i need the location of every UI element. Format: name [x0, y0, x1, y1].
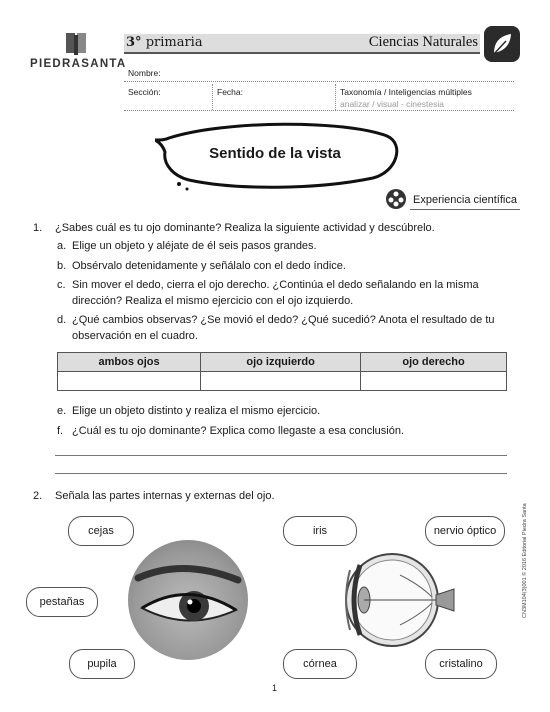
label-pupila[interactable]: pupila [69, 649, 135, 679]
answer-line[interactable] [55, 473, 507, 474]
publisher-logo [30, 30, 130, 75]
q1-c-letter: c. [57, 279, 66, 291]
table-row [58, 372, 507, 391]
table-cell[interactable] [58, 372, 201, 391]
observation-table [57, 352, 507, 391]
page-number: 1 [272, 683, 278, 693]
eye-photo [128, 540, 248, 660]
label-cristalino[interactable]: cristalino [425, 649, 497, 679]
table-cell[interactable] [361, 372, 507, 391]
book-icon [66, 33, 86, 55]
table-cell[interactable] [201, 372, 361, 391]
q1-d-text-2: observación en el cuadro. [72, 330, 198, 342]
q1-number: 1. [33, 222, 43, 234]
copyright-note: CN3M104(3)001 © 2016 Editorial Piedra Santa [522, 503, 528, 618]
form-divider [335, 84, 336, 110]
grade-label: 3° primaria [126, 35, 203, 50]
q1-b-text: Obsérvalo detenidamente y señálalo con el dedo índice. [72, 260, 346, 272]
q1-c-text-1: Sin mover el dedo, cierra el ojo derecho. ¿Continúa el dedo señalando en la misma [72, 279, 479, 291]
label-cornea[interactable]: córnea [283, 649, 357, 679]
fecha-label: Fecha: [217, 87, 243, 97]
eye-anatomy-diagram [320, 545, 455, 655]
taxonomy-label: Taxonomía / Inteligencias múltiples [340, 87, 472, 97]
table-header: ojo derecho [361, 353, 507, 372]
q1-a-letter: a. [57, 240, 67, 252]
subject-title: Ciencias Naturales [368, 34, 478, 50]
nombre-line[interactable] [124, 81, 514, 82]
logo-text: PIEDRASANTA [30, 58, 127, 70]
q1-f-text: ¿Cuál es tu ojo dominante? Explica como llegaste a esa conclusión. [72, 425, 405, 437]
nombre-label: Nombre: [128, 68, 161, 78]
leaf-icon [484, 26, 520, 62]
molecule-icon [385, 188, 407, 210]
experience-underline [410, 209, 520, 210]
q1-c-text-2: dirección? Realiza el mismo ejercicio con el ojo izquierdo. [72, 295, 354, 307]
q1-text: ¿Sabes cuál es tu ojo dominante? Realiza la siguiente actividad y descúbrelo. [55, 222, 435, 234]
label-cejas[interactable]: cejas [68, 516, 134, 546]
taxonomy-detail: analizar / visual - cinestesia [340, 99, 444, 109]
seccion-label: Sección: [128, 87, 161, 97]
page-title: Sentido de la vista [209, 145, 341, 162]
table-header: ojo izquierdo [201, 353, 361, 372]
q1-e-text: Elige un objeto distinto y realiza el mismo ejercicio. [72, 405, 321, 417]
q2-number: 2. [33, 490, 43, 502]
q1-d-text-1: ¿Qué cambios observas? ¿Se movió el dedo? ¿Qué sucedió? Anota el resultado de tu [72, 314, 495, 326]
q1-d-letter: d. [57, 314, 67, 326]
form-divider [212, 84, 213, 110]
table-header: ambos ojos [58, 353, 201, 372]
experience-label: Experiencia científica [413, 194, 517, 206]
q1-b-letter: b. [57, 260, 67, 272]
q1-a-text: Elige un objeto y aléjate de él seis pasos grandes. [72, 240, 317, 252]
form-bottom-line [124, 110, 514, 111]
label-pestanas[interactable]: pestañas [26, 587, 98, 617]
answer-line[interactable] [55, 455, 507, 456]
label-nervio-optico[interactable]: nervio óptico [425, 516, 505, 546]
table-header-row [58, 353, 507, 372]
q2-text: Señala las partes internas y externas del ojo. [55, 490, 275, 502]
q1-e-letter: e. [57, 405, 67, 417]
label-iris[interactable]: iris [283, 516, 357, 546]
q1-f-letter: f. [57, 425, 64, 437]
